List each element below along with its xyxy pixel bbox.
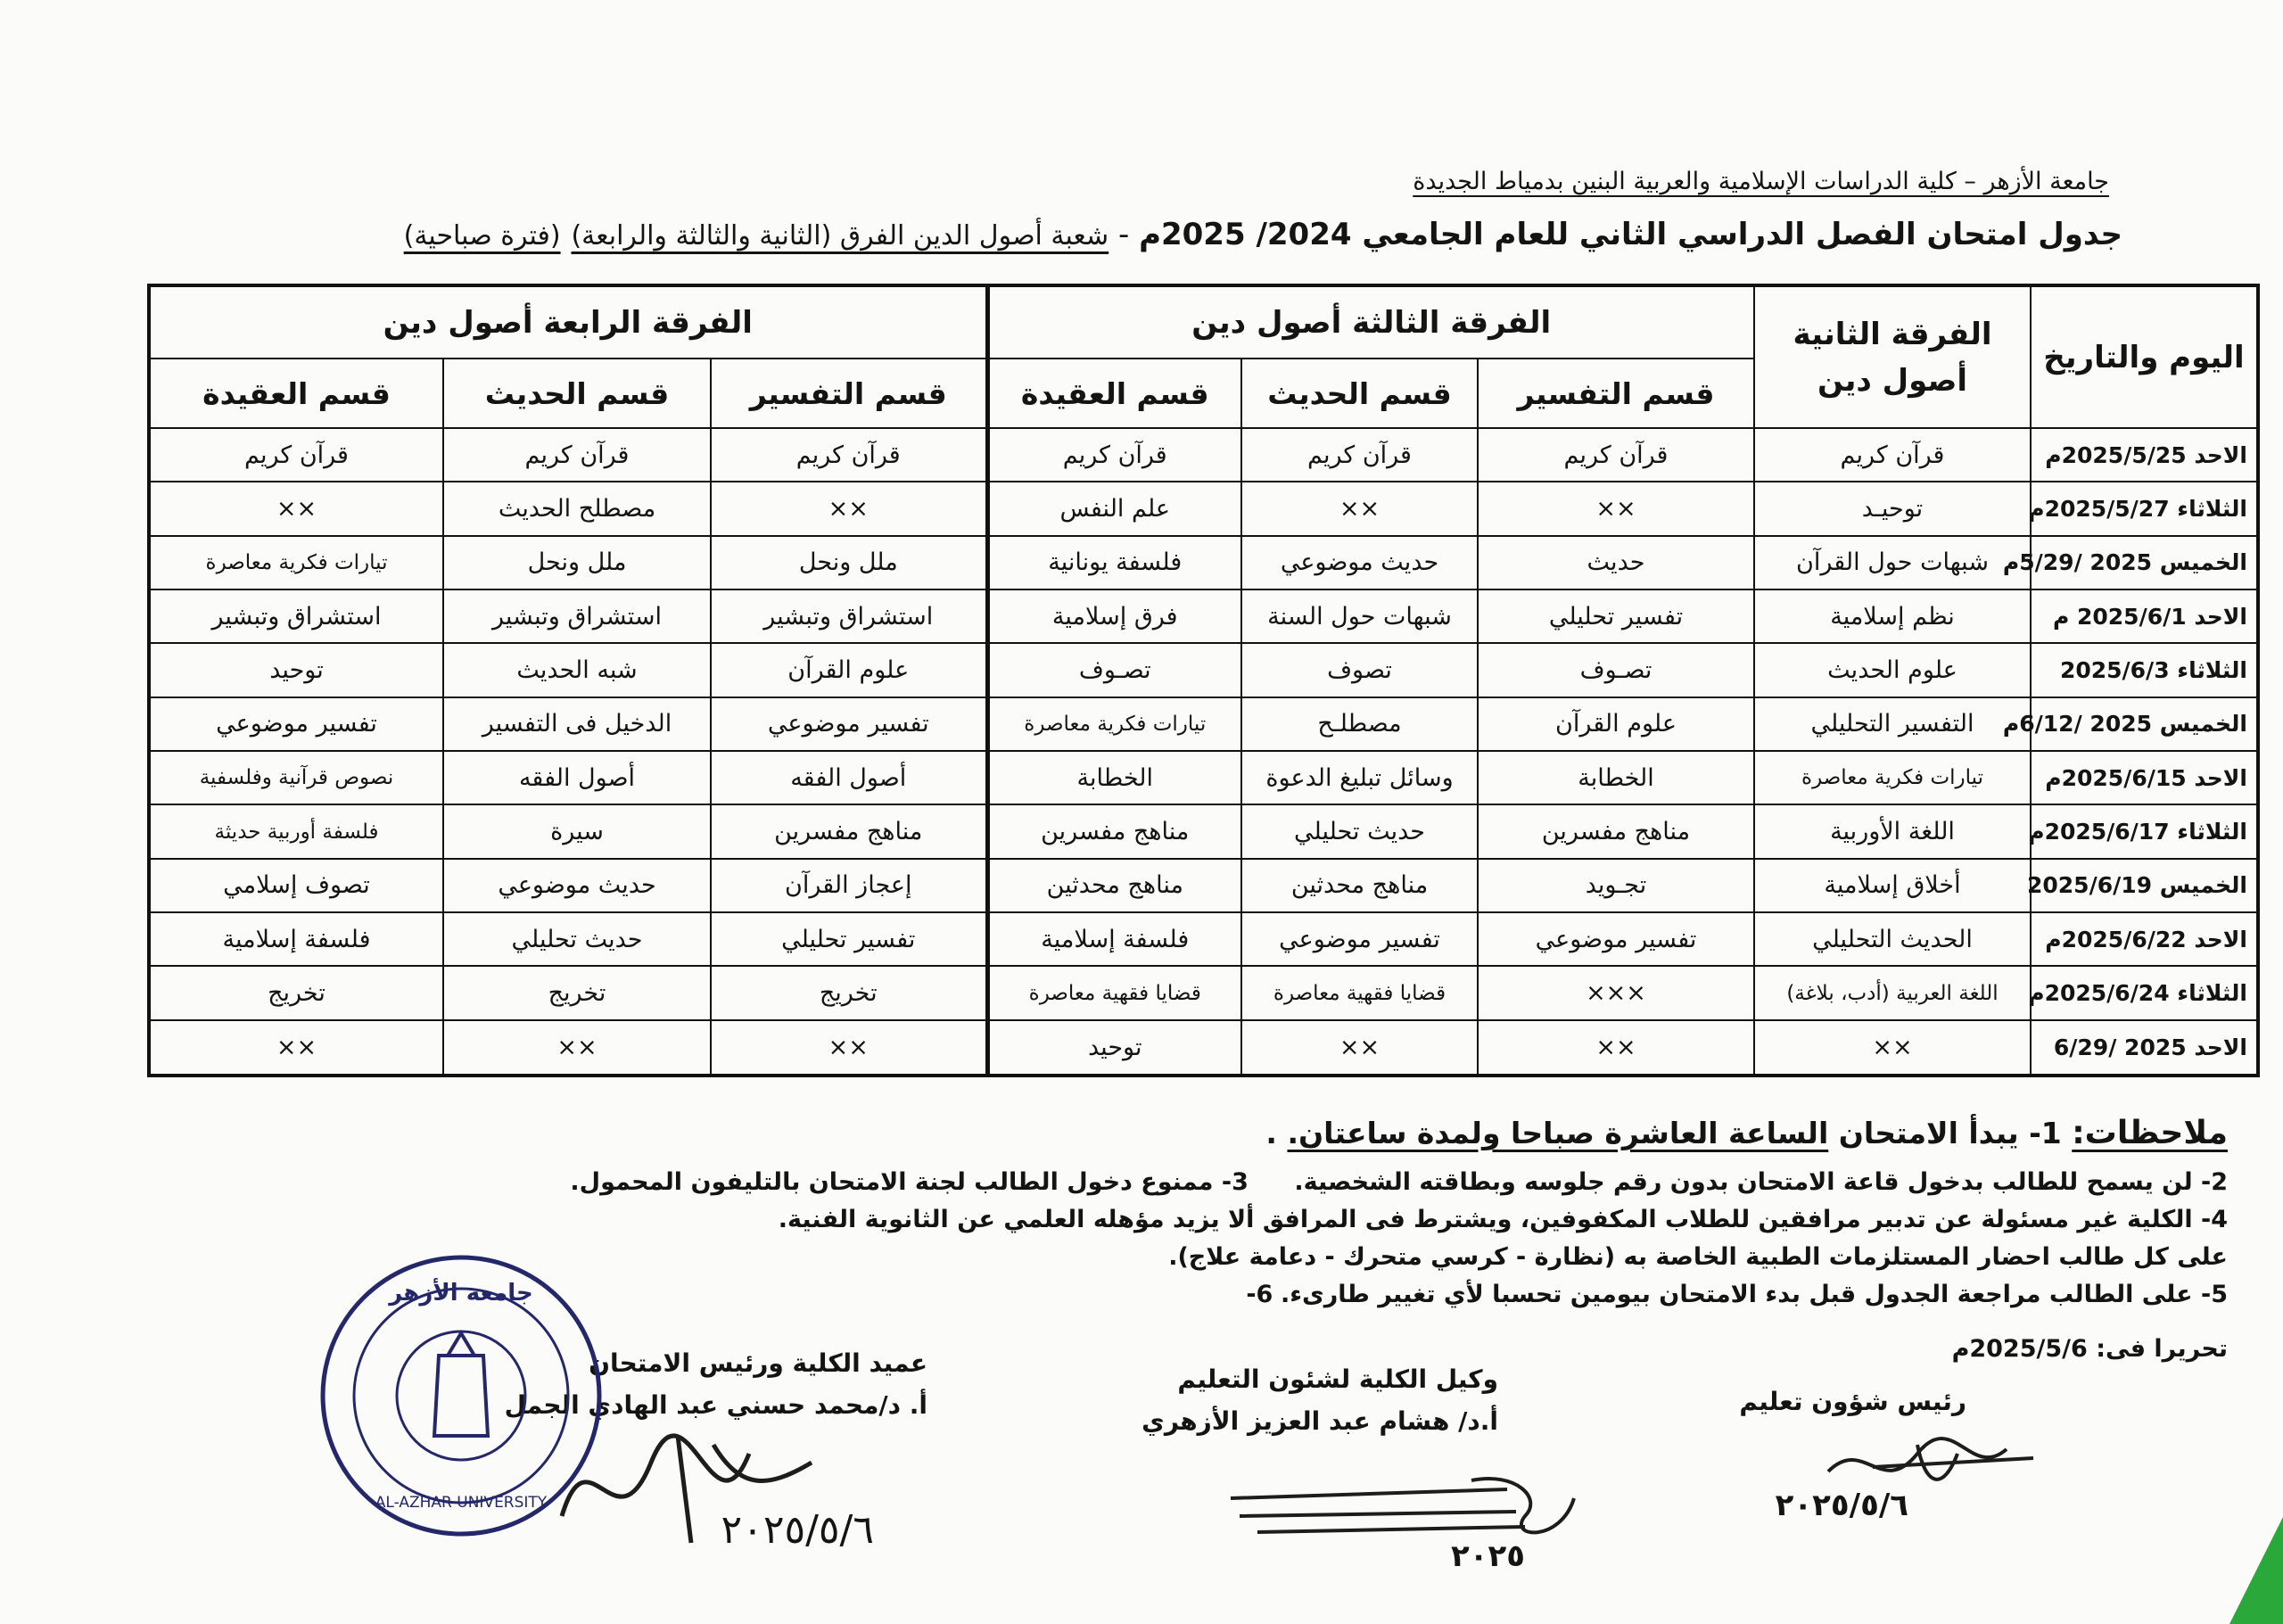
table-row [149,697,2258,751]
cell-second: اللغة العربية (أدب، بلاغة) [1754,966,2031,1019]
cell-fourth-hadith: ملل ونحل [443,536,711,589]
header-second-year-label: الفرقة الثانية أصول دين [1793,316,1992,399]
cell-second: توحيـد [1754,482,2031,535]
cell-third-tafsir: قرآن كريم [1478,428,1754,482]
signature-middle-scribble [1222,1463,1596,1570]
cell-date: الاحد 2025/6/1 م [2031,589,2258,643]
cell-third-tafsir: تفسير تحليلي [1478,589,1754,643]
note-4b: على كل طالب احضار المستلزمات الطبية الخاصة به (نظارة - كرسي متحرك - دعامة علاج). [1168,1243,2228,1271]
cell-fourth-aqida: تصوف إسلامي [149,859,443,912]
signature-middle-date: ٢٠٢٥ [1450,1538,1525,1574]
cell-third-hadith: تفسير موضوعي [1241,912,1478,966]
note-1-prefix: 1- يبدأ الامتحان [1828,1116,2073,1150]
signature-left-title: عميد الكلية ورئيس الامتحان [589,1348,927,1378]
header-third-hadith: قسم الحديث [1241,359,1478,428]
cell-third-tafsir: تفسير موضوعي [1478,912,1754,966]
signature-middle-title: وكيل الكلية لشئون التعليم [1177,1364,1498,1394]
table-row [149,1020,2258,1076]
cell-third-aqida: فرق إسلامية [987,589,1241,643]
signature-right-title: رئيس شؤون تعليم [1739,1387,1966,1416]
cell-fourth-tafsir: تفسير موضوعي [711,697,987,751]
cell-third-aqida: الخطابة [987,751,1241,804]
cell-third-tafsir: علوم القرآن [1478,697,1754,751]
signature-middle-name: أ.د/ هشام عبد العزيز الأزهري [1142,1406,1498,1436]
note-1-suffix: . [1265,1116,1288,1150]
issue-date: تحريرا فى: 2025/5/6م [1951,1335,2228,1363]
cell-third-aqida: فلسفة يونانية [987,536,1241,589]
note-2: 2- لن يسمح للطالب بدخول قاعة الامتحان بدون رقم جلوسه وبطاقته الشخصية. [1294,1168,2228,1196]
note-4-line [61,1205,2228,1235]
cell-third-aqida: مناهج مفسرين [987,804,1241,858]
signature-middle [1142,1364,1498,1448]
cell-fourth-aqida: تخريج [149,966,443,1019]
table-row [149,643,2258,697]
cell-third-hadith: قرآن كريم [1241,428,1478,482]
cell-fourth-aqida: تيارات فكرية معاصرة [149,536,443,589]
signature-right-date: ٢٠٢٥/٥/٦ [1775,1488,1908,1523]
cell-second: أخلاق إسلامية [1754,859,2031,912]
header-third-tafsir: قسم التفسير [1478,359,1754,428]
cell-third-aqida: علم النفس [987,482,1241,535]
cell-third-aqida: توحيد [987,1020,1241,1076]
cell-date: الخميس 2025/6/19 [2031,859,2258,912]
header-second-year [1754,285,2031,428]
cell-third-hadith: مناهج محدثين [1241,859,1478,912]
cell-fourth-aqida: نصوص قرآنية وفلسفية [149,751,443,804]
cell-fourth-hadith: سيرة [443,804,711,858]
cell-fourth-tafsir: استشراق وتبشير [711,589,987,643]
cell-date: الاحد 2025/6/15م [2031,751,2258,804]
header-day-date: اليوم والتاريخ [2031,285,2258,428]
stamp-text: جامعة الأزهر [389,1280,533,1307]
page-corner-mark [2229,1517,2283,1624]
cell-date: الاحد 2025 /6/29 [2031,1020,2258,1076]
cell-third-aqida: فلسفة إسلامية [987,912,1241,966]
cell-fourth-aqida: توحيد [149,643,443,697]
cell-third-hadith: حديث موضوعي [1241,536,1478,589]
cell-date: الثلاثاء 2025/6/24م [2031,966,2258,1019]
cell-third-hadith: ×× [1241,1020,1478,1076]
title-period: (فترة صباحية) [403,220,561,251]
table-row [149,536,2258,589]
cell-fourth-aqida: استشراق وتبشير [149,589,443,643]
cell-third-tafsir: حديث [1478,536,1754,589]
cell-date: الثلاثاء 2025/6/17م [2031,804,2258,858]
cell-third-hadith: قضايا فقهية معاصرة [1241,966,1478,1019]
table-row [149,859,2258,912]
cell-second: اللغة الأوربية [1754,804,2031,858]
table-row [149,589,2258,643]
cell-third-aqida: قرآن كريم [987,428,1241,482]
header-fourth-hadith: قسم الحديث [443,359,711,428]
stamp-latin: AL-AZHAR UNIVERSITY [375,1494,548,1512]
cell-third-tafsir: تجـويد [1478,859,1754,912]
cell-third-tafsir: ×× [1478,482,1754,535]
cell-fourth-aqida: فلسفة أوربية حديثة [149,804,443,858]
table-row [149,966,2258,1019]
table-row [149,912,2258,966]
note-1-time: الساعة العاشرة صباحا ولمدة ساعتان. [1287,1116,1829,1150]
note-2-3 [61,1167,2228,1198]
title-separator: - [1109,217,1140,252]
cell-fourth-tafsir: علوم القرآن [711,643,987,697]
cell-fourth-aqida: تفسير موضوعي [149,697,443,751]
cell-third-tafsir: ××× [1478,966,1754,1019]
cell-fourth-tafsir: مناهج مفسرين [711,804,987,858]
cell-third-hadith: تصوف [1241,643,1478,697]
signature-left-name: أ. د/محمد حسني عبد الهادي الجمل [504,1390,927,1420]
cell-fourth-aqida: قرآن كريم [149,428,443,482]
signature-left-date: ٢٠٢٥/٥/٦ [721,1507,874,1553]
cell-fourth-aqida: ×× [149,482,443,535]
cell-fourth-hadith: ×× [443,1020,711,1076]
table-row [149,428,2258,482]
schedule-body [149,428,2258,1076]
cell-fourth-hadith: حديث موضوعي [443,859,711,912]
cell-fourth-hadith: شبه الحديث [443,643,711,697]
cell-date: الخميس 2025 /5/29م [2031,536,2258,589]
cell-fourth-tafsir: ×× [711,482,987,535]
cell-third-hadith: شبهات حول السنة [1241,589,1478,643]
cell-fourth-tafsir: أصول الفقه [711,751,987,804]
cell-date: الاحد 2025/6/22م [2031,912,2258,966]
title-main: جدول امتحان الفصل الدراسي الثاني للعام الجامعي 2024/ 2025م [1139,217,2122,252]
cell-date: الخميس 2025 /6/12م [2031,697,2258,751]
cell-fourth-hadith: مصطلح الحديث [443,482,711,535]
cell-third-aqida: قضايا فقهية معاصرة [987,966,1241,1019]
cell-fourth-tafsir: قرآن كريم [711,428,987,482]
header-fourth-tafsir: قسم التفسير [711,359,987,428]
cell-third-hadith: مصطلـح [1241,697,1478,751]
cell-third-hadith: حديث تحليلي [1241,804,1478,858]
cell-fourth-tafsir: ملل ونحل [711,536,987,589]
cell-fourth-hadith: تخريج [443,966,711,1019]
cell-date: الاحد 2025/5/25م [2031,428,2258,482]
cell-fourth-aqida: فلسفة إسلامية [149,912,443,966]
university-header [682,168,2109,195]
header-third-year: الفرقة الثالثة أصول دين [987,285,1754,359]
header-fourth-aqida: قسم العقيدة [149,359,443,428]
table-row [149,751,2258,804]
cell-fourth-hadith: استشراق وتبشير [443,589,711,643]
cell-date: الثلاثاء 2025/6/3 [2031,643,2258,697]
table-row [149,804,2258,858]
note-4: 4- الكلية غير مسئولة عن تدبير مرافقين للطلاب المكفوفين، ويشترط فى المرافق ألا يزيد مؤهله العلمي عن الثانوية الفنية. [778,1206,2228,1233]
cell-third-tafsir: ×× [1478,1020,1754,1076]
cell-third-tafsir: تصـوف [1478,643,1754,697]
cell-third-tafsir: الخطابة [1478,751,1754,804]
cell-third-hadith: ×× [1241,482,1478,535]
cell-fourth-tafsir: إعجاز القرآن [711,859,987,912]
cell-third-hadith: وسائل تبليغ الدعوة [1241,751,1478,804]
cell-second: تيارات فكرية معاصرة [1754,751,2031,804]
header-fourth-year: الفرقة الرابعة أصول دين [149,285,987,359]
cell-third-aqida: تصـوف [987,643,1241,697]
cell-second: الحديث التحليلي [1754,912,2031,966]
cell-fourth-tafsir: تخريج [711,966,987,1019]
cell-fourth-tafsir: تفسير تحليلي [711,912,987,966]
header-third-aqida: قسم العقيدة [987,359,1241,428]
cell-fourth-hadith: قرآن كريم [443,428,711,482]
cell-fourth-hadith: الدخيل فى التفسير [443,697,711,751]
cell-fourth-hadith: حديث تحليلي [443,912,711,966]
note-6: 6- [1246,1281,1273,1308]
cell-second: قرآن كريم [1754,428,2031,482]
cell-third-tafsir: مناهج مفسرين [1478,804,1754,858]
cell-second: التفسير التحليلي [1754,697,2031,751]
cell-second: نظم إسلامية [1754,589,2031,643]
note-3: 3- ممنوع دخول الطالب لجنة الامتحان بالتليفون المحمول. [570,1168,1249,1196]
university-line: جامعة الأزهر – كلية الدراسات الإسلامية والعربية البنين بدمياط الجديدة [1413,168,2109,195]
cell-date: الثلاثاء 2025/5/27م [2031,482,2258,535]
cell-fourth-hadith: أصول الفقه [443,751,711,804]
notes-label: ملاحظات: [2072,1115,2228,1151]
cell-fourth-aqida: ×× [149,1020,443,1076]
note-5: 5- على الطالب مراجعة الجدول قبل بدء الامتحان بيومين تحسبا لأي تغيير طارىء. [1280,1281,2228,1308]
schedule-title [161,217,2122,252]
cell-second: شبهات حول القرآن [1754,536,2031,589]
cell-second: ×× [1754,1020,2031,1076]
official-stamp [314,1249,608,1543]
table-row [149,482,2258,535]
cell-second: علوم الحديث [1754,643,2031,697]
title-section: شعبة أصول الدين الفرق (الثانية والثالثة والرابعة) [571,220,1109,251]
note-1 [61,1115,2228,1151]
cell-fourth-tafsir: ×× [711,1020,987,1076]
cell-third-aqida: مناهج محدثين [987,859,1241,912]
exam-schedule-table [147,284,2260,1077]
cell-third-aqida: تيارات فكرية معاصرة [987,697,1241,751]
